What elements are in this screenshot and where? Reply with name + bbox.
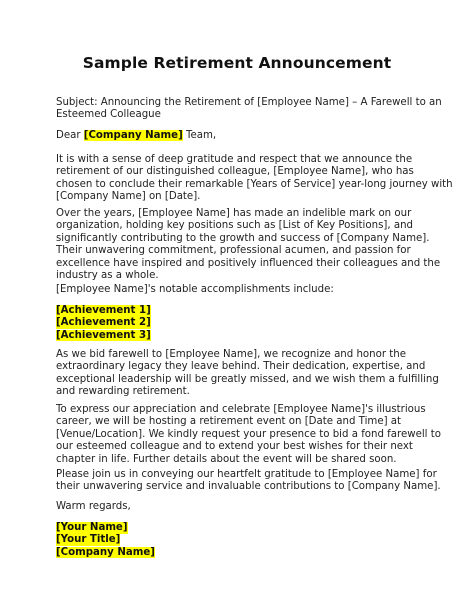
achievement-item: [Achievement 2] <box>56 317 151 329</box>
paragraph-line: chapter in life. Further details about the event will be shared soon. <box>56 453 397 465</box>
greeting-prefix: Dear <box>56 130 84 141</box>
paragraph-line: industry as a whole. <box>56 270 159 282</box>
paragraph-line: Please join us in conveying our heartfelt gratitude to [Employee Name] for <box>56 469 437 480</box>
subject-line: Subject: Announcing the Retirement of [Employee Name] – A Farewell to an <box>56 97 442 108</box>
accomplishments-intro: [Employee Name]'s notable accomplishments include: <box>56 284 334 295</box>
paragraph-career <box>56 208 441 282</box>
paragraph-line: chosen to conclude their remarkable [Years of Service] year-long journey with <box>56 178 453 190</box>
paragraph-line: retirement of our distinguished colleague, [Employee Name], who has <box>56 166 414 178</box>
paragraph-line: Over the years, [Employee Name] has made an indelible mark on our <box>56 208 412 219</box>
greeting-suffix: Team, <box>182 130 217 141</box>
paragraph-line: It is with a sense of deep gratitude and respect that we announce the <box>56 154 413 165</box>
closing: Warm regards, <box>56 501 131 512</box>
signature-block <box>56 522 426 559</box>
paragraph-line: [Company Name] on [Date]. <box>56 191 201 203</box>
document-title: Sample Retirement Announcement <box>82 54 392 72</box>
paragraph-line: significantly contributing to the growth and success of [Company Name]. <box>56 232 430 244</box>
subject-line: Esteemed Colleague <box>56 109 161 121</box>
signature-title-placeholder: [Your Title] <box>56 534 121 546</box>
paragraph-gratitude <box>56 469 441 494</box>
paragraph-line: excellence have inspired and positively influenced their colleagues and the <box>56 257 441 269</box>
paragraph-farewell <box>56 349 439 399</box>
paragraph-announcement <box>56 154 453 204</box>
paragraph-line: and rewarding retirement. <box>56 386 190 398</box>
achievements-list <box>56 305 426 342</box>
signature-company-placeholder: [Company Name] <box>56 546 155 558</box>
signature-name-placeholder: [Your Name] <box>56 522 128 533</box>
paragraph-line: their unwavering service and invaluable contributions to [Company Name]. <box>56 481 441 493</box>
paragraph-line: organization, holding key positions such as [List of Key Positions], and <box>56 220 413 232</box>
paragraph-line: Their unwavering commitment, professional acumen, and passion for <box>56 245 411 257</box>
paragraph-line: exceptional leadership will be greatly missed, and we wish them a fulfilling <box>56 373 439 385</box>
achievement-item: [Achievement 1] <box>56 305 151 316</box>
paragraph-line: extraordinary legacy they leave behind. Their dedication, expertise, and <box>56 361 426 373</box>
achievement-item: [Achievement 3] <box>56 329 151 341</box>
subject-paragraph <box>56 97 442 122</box>
greeting <box>56 130 426 142</box>
paragraph-line: [Venue/Location]. We kindly request your presence to bid a fond farewell to <box>56 428 441 440</box>
paragraph-line: our esteemed colleague and to extend your best wishes for their next <box>56 441 413 453</box>
paragraph-event <box>56 404 441 466</box>
paragraph-line: career, we will be hosting a retirement event on [Date and Time] at <box>56 416 402 428</box>
paragraph-line: To express our appreciation and celebrate [Employee Name]'s illustrious <box>56 404 426 415</box>
paragraph-line: As we bid farewell to [Employee Name], we recognize and honor the <box>56 349 406 360</box>
greeting-company-placeholder: [Company Name] <box>83 130 183 141</box>
